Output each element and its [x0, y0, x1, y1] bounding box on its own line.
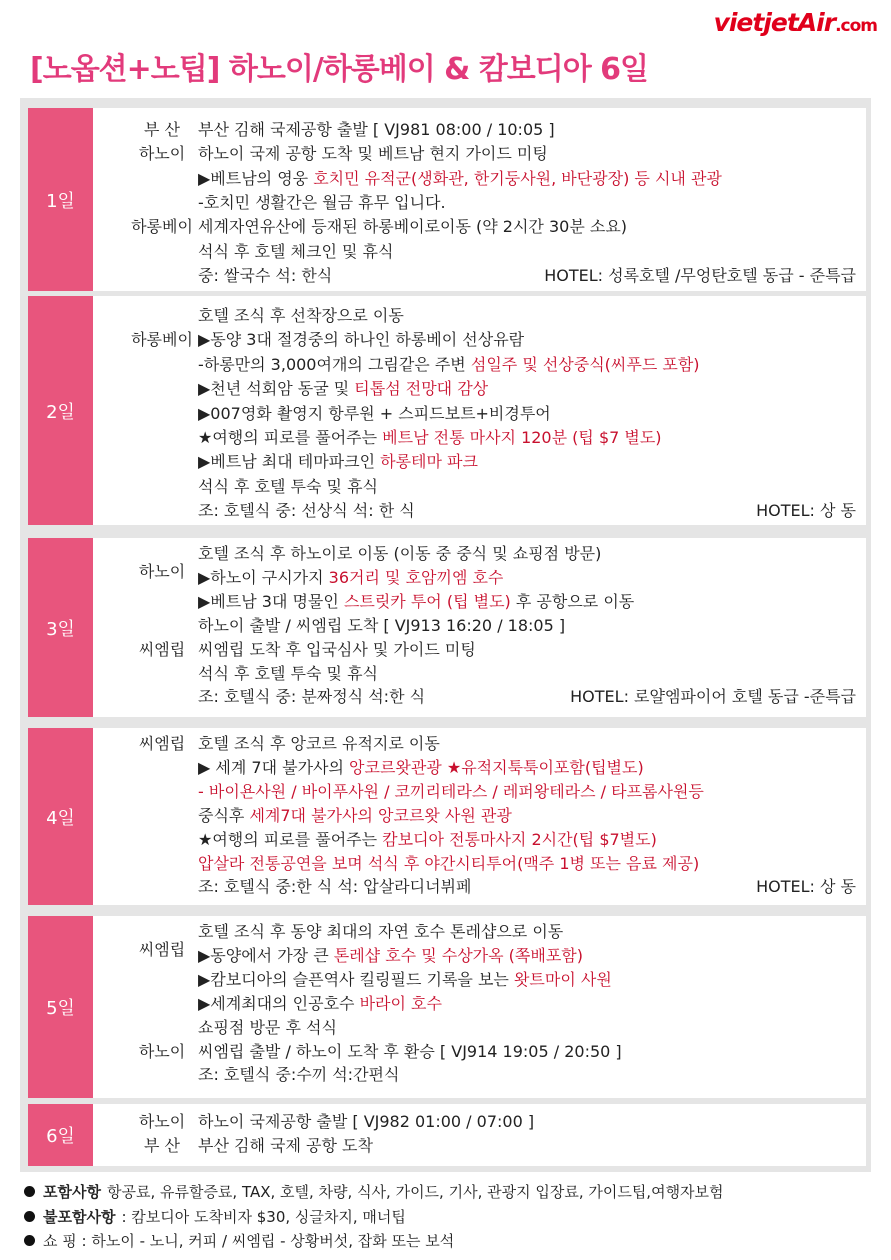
highlight-text: 호치민 유적군(생화관, 한기둥사원, 바단광장) 등 시내 관광	[313, 168, 722, 188]
itinerary-line: -하롱만의 3,000여개의 그림같은 주변 섬일주 및 선상중식(씨푸드 포함)	[198, 354, 700, 374]
itinerary-line: -호치민 생활간은 월금 휴무 입니다.	[198, 192, 446, 212]
highlight-text: 바라이 호수	[359, 993, 442, 1013]
itinerary-line: ▶ 세계 7대 불가사의 앙코르왓관광 ★유적지툭툭이포함(팁별도)	[198, 757, 644, 777]
highlight-text: 캄보디아 전통마사지 2시간(팁 $7별도)	[382, 829, 657, 849]
highlight-text: 섬일주 및 선상중식(씨푸드 포함)	[470, 354, 700, 374]
itinerary-line: 조: 호텔식 중: 선상식 석: 한 식	[198, 501, 415, 521]
itinerary-line: 하노이 국제공항 출발 [ VJ982 01:00 / 07:00 ]	[198, 1112, 535, 1131]
itinerary-line: 부산 김해 국제 공항 도착	[198, 1136, 373, 1155]
itinerary-line: 호텔 조식 후 동양 최대의 자연 호수 톤레샵으로 이동	[198, 922, 564, 941]
itinerary-line: ▶세계최대의 인공호수 바라이 호수	[198, 993, 442, 1013]
day-label: 6일	[28, 1104, 93, 1166]
itinerary-line: ▶천년 석회암 동굴 및 티톱섬 전망대 감상	[198, 379, 489, 399]
day-block-1	[28, 108, 866, 291]
itinerary-line: ▶베트남의 영웅 호치민 유적군(생화관, 한기둥사원, 바단광장) 등 시내 관광	[198, 168, 722, 188]
itinerary-line	[198, 852, 699, 876]
itinerary-line: ▶동양 3대 절경중의 하나인 하롱베이 선상유람	[198, 330, 525, 350]
bullet-icon	[24, 1211, 35, 1222]
itinerary-line: 쇼핑점 방문 후 석식	[198, 1017, 337, 1037]
itinerary-line: ▶007영화 촬영지 항루원 + 스피드보트+비경투어	[198, 403, 551, 423]
itinerary-line	[198, 780, 704, 804]
itinerary-line: ▶베트남 3대 명물인 스트릿카 투어 (팁 별도) 후 공항으로 이동	[198, 591, 635, 611]
itinerary-line: 호텔 조식 후 앙코르 유적지로 이동	[198, 734, 440, 753]
place-name: 부 산	[144, 120, 180, 139]
place-name: 씨엠립	[138, 940, 186, 959]
highlight-text: 스트릿카 투어 (팁 별도)	[343, 591, 511, 611]
highlight-text: 왓트마이 사원	[513, 969, 612, 989]
itinerary-line: ▶베트남 최대 테마파크인 하롱테마 파크	[198, 452, 478, 472]
note-item: 불포함사항 : 캄보디아 도착비자 $30, 싱글차지, 매너팁	[24, 1205, 724, 1230]
itinerary-line: 석식 후 호텔 투숙 및 휴식	[198, 663, 378, 683]
day-block-4	[28, 728, 866, 905]
itinerary-line: 조: 호텔식 중: 분짜정식 석:한 식	[198, 687, 426, 707]
itinerary-line: ▶동양에서 가장 큰 톤레샵 호수 및 수상가옥 (쪽배포함)	[198, 945, 583, 965]
itinerary-line: 하노이 국제 공항 도착 및 베트남 현지 가이드 미팅	[198, 144, 548, 164]
vietjet-logo: vietjetAir.com	[713, 8, 877, 37]
day-label: 3일	[28, 538, 93, 717]
place-name: 씨엠립	[138, 734, 186, 753]
itinerary-line: 조: 호텔식 중:수끼 석:간편식	[198, 1065, 400, 1085]
highlight-text: 앙코르왓관광 ★유적지툭툭이포함(팁별도)	[349, 757, 644, 777]
itinerary-line: 석식 후 호텔 체크인 및 휴식	[198, 241, 394, 261]
note-item: 포함사항 항공료, 유류할증료, TAX, 호텔, 차량, 식사, 가이드, 기사, 관광지 입장료, 가이드팁,여행자보험	[24, 1180, 724, 1205]
highlight-text: 36거리 및 호암끼엠 호수	[328, 567, 504, 587]
highlight-text: 압살라 전통공연을 보며 석식 후 야간시티투어(맥주 1병 또는 음료 제공)	[198, 853, 700, 873]
place-name: 하롱베이	[131, 330, 193, 350]
day-block-6	[28, 1104, 866, 1166]
highlight-text: - 바이욘사원 / 바이푸사원 / 코끼리테라스 / 레퍼왕테라스 / 타프롬사원등	[198, 781, 704, 801]
itinerary-line: 하노이 출발 / 씨엠립 도착 [ VJ913 16:20 / 18:05 ]	[198, 615, 566, 635]
place-name: 하노이	[138, 144, 186, 164]
itinerary-line: 중: 쌀국수 석: 한식	[198, 265, 333, 285]
bullet-icon	[24, 1186, 35, 1197]
highlight-text: 하롱테마 파크	[380, 452, 478, 472]
itinerary-line: 씨엠립 출발 / 하노이 도착 후 환승 [ VJ914 19:05 / 20:50 ]	[198, 1041, 622, 1061]
place-name: 부 산	[144, 1136, 180, 1155]
notes-section	[24, 1180, 724, 1254]
day-block-5	[28, 916, 866, 1098]
itinerary-line: ▶하노이 구시가지 36거리 및 호암끼엠 호수	[198, 567, 504, 587]
highlight-text: 베트남 전통 마사지 120분 (팁 $7 별도)	[382, 428, 662, 447]
hotel-info: HOTEL: 상 동	[756, 877, 856, 897]
hotel-info: HOTEL: 로얄엠파이어 호텔 동급 -준특급	[570, 687, 856, 707]
itinerary-line: 중식후 세계7대 불가사의 앙코르왓 사원 관광	[198, 805, 512, 825]
day-block-3	[28, 538, 866, 717]
itinerary-line: 호텔 조식 후 하노이로 이동 (이동 중 중식 및 쇼핑점 방문)	[198, 544, 602, 563]
itinerary-line: ▶캄보디아의 슬픈역사 킬링필드 기록을 보는 왓트마이 사원	[198, 969, 612, 989]
day-block-2	[28, 296, 866, 525]
itinerary-line: 세계자연유산에 등재된 하롱베이로이동 (약 2시간 30분 소요)	[198, 217, 628, 237]
page-title: [노옵션+노팁] 하노이/하롱베이 & 캄보디아 6일	[30, 52, 648, 87]
note-item: 쇼 핑 : 하노이 - 노니, 커피 / 씨엠립 - 상황버섯, 잡화 또는 보석	[24, 1229, 724, 1254]
itinerary-line: ★여행의 피로를 풀어주는 캄보디아 전통마사지 2시간(팁 $7별도)	[198, 829, 657, 849]
day-label: 2일	[28, 296, 93, 525]
place-name: 하노이	[138, 1041, 186, 1061]
highlight-text: 티톱섬 전망대 감상	[354, 379, 489, 399]
hotel-info: HOTEL: 상 동	[756, 501, 856, 521]
itinerary-line: ★여행의 피로를 풀어주는 베트남 전통 마사지 120분 (팁 $7 별도)	[198, 428, 662, 447]
itinerary-line: 조: 호텔식 중:한 식 석: 압살라디너뷔페	[198, 877, 472, 897]
day-label: 1일	[28, 108, 93, 291]
day-label: 5일	[28, 916, 93, 1098]
itinerary-line: 부산 김해 국제공항 출발 [ VJ981 08:00 / 10:05 ]	[198, 120, 555, 139]
place-name: 하노이	[138, 562, 186, 581]
highlight-text: 톤레샵 호수 및 수상가옥 (쪽배포함)	[333, 945, 583, 965]
highlight-text: 세계7대 불가사의 앙코르왓 사원 관광	[249, 805, 512, 825]
hotel-info: HOTEL: 성록호텔 /무엉탄호텔 동급 - 준특급	[544, 265, 856, 285]
place-name: 하노이	[138, 1112, 186, 1131]
place-name: 하롱베이	[131, 217, 193, 237]
itinerary-line: 석식 후 호텔 투숙 및 휴식	[198, 476, 378, 496]
place-name: 씨엠립	[138, 639, 186, 659]
itinerary-line: 씨엠립 도착 후 입국심사 및 가이드 미팅	[198, 639, 476, 659]
itinerary-line: 호텔 조식 후 선착장으로 이동	[198, 306, 404, 325]
day-label: 4일	[28, 728, 93, 905]
bullet-icon	[24, 1235, 35, 1246]
